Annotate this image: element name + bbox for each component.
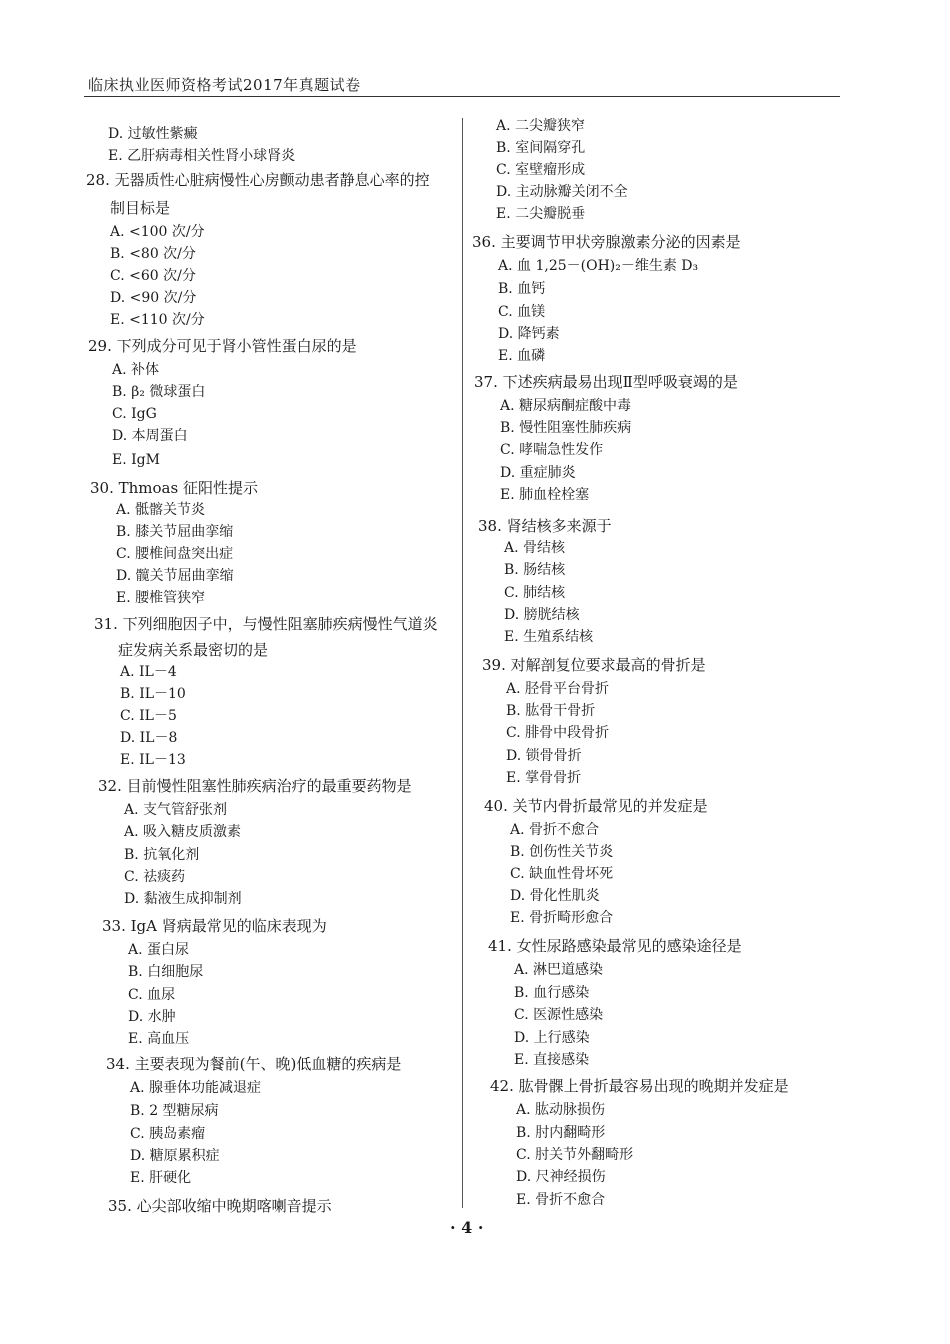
question-29-stem: 29. 下列成分可见于肾小管性蛋白尿的是	[88, 337, 357, 355]
question-32-option-b: B. 抗氧化剂	[124, 847, 200, 863]
question-36-option-d: D. 降钙素	[498, 326, 560, 342]
question-29-option-a: A. 补体	[112, 362, 160, 378]
question-39-option-d: D. 锁骨骨折	[506, 748, 582, 764]
question-29-option-b: B. β₂ 微球蛋白	[112, 384, 206, 400]
question-32-option-a2: A. 吸入糖皮质激素	[124, 824, 242, 840]
page-number: · 4 ·	[450, 1218, 484, 1237]
question-42-option-c: C. 肘关节外翻畸形	[516, 1147, 634, 1163]
question-31-option-d: D. IL－8	[120, 730, 178, 746]
question-39-option-c: C. 腓骨中段骨折	[506, 725, 610, 741]
question-28-option-c: C. <60 次/分	[110, 268, 196, 284]
question-34-option-e: E. 肝硬化	[130, 1170, 192, 1186]
question-31-option-a: A. IL－4	[120, 664, 177, 680]
question-42-option-e: E. 骨折不愈合	[516, 1192, 606, 1208]
question-35-option-e: E. 二尖瓣脱垂	[496, 206, 586, 222]
question-40-option-a: A. 骨折不愈合	[510, 822, 600, 838]
question-40-option-c: C. 缺血性骨坏死	[510, 866, 614, 882]
option-e: E. 乙肝病毒相关性肾小球肾炎	[108, 148, 296, 164]
question-42-option-a: A. 肱动脉损伤	[516, 1102, 606, 1118]
question-30-option-e: E. 腰椎管狭窄	[116, 590, 206, 606]
question-41-option-c: C. 医源性感染	[514, 1007, 604, 1023]
question-33-stem: 33. IgA 肾病最常见的临床表现为	[102, 917, 327, 935]
question-34-option-d: D. 糖原累积症	[130, 1148, 220, 1164]
question-37-option-c: C. 哮喘急性发作	[500, 442, 604, 458]
question-28-option-d: D. <90 次/分	[110, 290, 197, 306]
question-40-option-d: D. 骨化性肌炎	[510, 888, 600, 904]
question-35-option-a: A. 二尖瓣狭窄	[496, 118, 586, 134]
question-39-option-a: A. 胫骨平台骨折	[506, 681, 610, 697]
question-36-option-a: A. 血 1,25－(OH)₂－维生素 D₃	[498, 258, 699, 274]
question-37-option-e: E. 肺血栓栓塞	[500, 487, 590, 503]
question-30-option-d: D. 髋关节屈曲挛缩	[116, 568, 234, 584]
question-42-option-d: D. 尺神经损伤	[516, 1169, 606, 1185]
question-28-option-e: E. <110 次/分	[110, 312, 205, 328]
question-30-stem: 30. Thmoas 征阳性提示	[90, 479, 258, 497]
question-32-option-d: D. 黏液生成抑制剂	[124, 891, 242, 907]
question-28-option-b: B. <80 次/分	[110, 246, 196, 262]
question-29-option-e: E. IgM	[112, 452, 160, 468]
question-40-option-b: B. 创伤性关节炎	[510, 844, 614, 860]
question-38-option-a: A. 骨结核	[504, 540, 566, 556]
question-37-option-d: D. 重症肺炎	[500, 465, 576, 481]
question-28-option-a: A. <100 次/分	[110, 224, 205, 240]
question-38-option-b: B. 肠结核	[504, 562, 566, 578]
question-35-stem: 35. 心尖部收缩中晚期喀喇音提示	[108, 1197, 332, 1215]
question-32-stem: 32. 目前慢性阻塞性肺疾病治疗的最重要药物是	[98, 777, 412, 795]
question-32-option-c: C. 祛痰药	[124, 869, 186, 885]
question-36-option-c: C. 血镁	[498, 304, 546, 320]
question-42-option-b: B. 肘内翻畸形	[516, 1125, 606, 1141]
question-38-option-c: C. 肺结核	[504, 585, 566, 601]
question-41-option-a: A. 淋巴道感染	[514, 962, 604, 978]
question-32-option-a: A. 支气管舒张剂	[124, 802, 228, 818]
question-41-option-d: D. 上行感染	[514, 1030, 590, 1046]
option-d: D. 过敏性紫癜	[108, 126, 198, 142]
header-rule	[84, 96, 840, 97]
question-39-option-b: B. 肱骨干骨折	[506, 703, 596, 719]
question-31-option-b: B. IL－10	[120, 686, 186, 702]
question-37-option-b: B. 慢性阻塞性肺疾病	[500, 420, 632, 436]
question-31-stem-cont: 症发病关系最密切的是	[118, 641, 269, 659]
question-35-option-c: C. 室壁瘤形成	[496, 162, 586, 178]
question-37-stem: 37. 下述疾病最易出现Ⅱ型呼吸衰竭的是	[474, 373, 738, 391]
question-40-option-e: E. 骨折畸形愈合	[510, 910, 614, 926]
question-34-option-a: A. 腺垂体功能减退症	[130, 1080, 262, 1096]
question-35-option-b: B. 室间隔穿孔	[496, 140, 586, 156]
question-41-option-b: B. 血行感染	[514, 985, 590, 1001]
question-39-stem: 39. 对解剖复位要求最高的骨折是	[482, 656, 706, 674]
question-38-stem: 38. 肾结核多来源于	[478, 517, 612, 535]
question-34-stem: 34. 主要表现为餐前(午、晚)低血糖的疾病是	[106, 1055, 402, 1073]
question-31-option-c: C. IL－5	[120, 708, 177, 724]
question-37-option-a: A. 糖尿病酮症酸中毒	[500, 398, 632, 414]
question-33-option-b: B. 白细胞尿	[128, 964, 204, 980]
question-33-option-e: E. 高血压	[128, 1031, 190, 1047]
question-31-option-e: E. IL－13	[120, 752, 186, 768]
question-38-option-d: D. 膀胱结核	[504, 607, 580, 623]
question-41-option-e: E. 直接感染	[514, 1052, 590, 1068]
question-33-option-d: D. 水肿	[128, 1009, 176, 1025]
question-36-stem: 36. 主要调节甲状旁腺激素分泌的因素是	[472, 233, 741, 251]
question-40-stem: 40. 关节内骨折最常见的并发症是	[484, 797, 708, 815]
question-36-option-b: B. 血钙	[498, 281, 546, 297]
question-33-option-a: A. 蛋白尿	[128, 942, 190, 958]
question-34-option-b: B. 2 型糖尿病	[130, 1103, 219, 1119]
question-30-option-a: A. 骶髂关节炎	[116, 502, 206, 518]
question-35-option-d: D. 主动脉瓣关闭不全	[496, 184, 628, 200]
question-34-option-c: C. 胰岛素瘤	[130, 1126, 206, 1142]
question-33-option-c: C. 血尿	[128, 987, 176, 1003]
question-28-stem: 28. 无器质性心脏病慢性心房颤动患者静息心率的控	[86, 171, 430, 189]
question-29-option-c: C. IgG	[112, 406, 157, 422]
column-divider	[462, 118, 463, 1208]
question-28-stem-cont: 制目标是	[110, 199, 171, 217]
question-38-option-e: E. 生殖系结核	[504, 629, 594, 645]
question-41-stem: 41. 女性尿路感染最常见的感染途径是	[488, 937, 742, 955]
question-30-option-b: B. 膝关节屈曲挛缩	[116, 524, 234, 540]
question-30-option-c: C. 腰椎间盘突出症	[116, 546, 234, 562]
page-header-title: 临床执业医师资格考试2017年真题试卷	[88, 76, 361, 94]
question-29-option-d: D. 本周蛋白	[112, 428, 188, 444]
question-42-stem: 42. 肱骨髁上骨折最容易出现的晚期并发症是	[490, 1077, 789, 1095]
question-39-option-e: E. 掌骨骨折	[506, 770, 582, 786]
question-36-option-e: E. 血磷	[498, 348, 546, 364]
question-31-stem: 31. 下列细胞因子中，与慢性阻塞肺疾病慢性气道炎	[94, 615, 438, 633]
